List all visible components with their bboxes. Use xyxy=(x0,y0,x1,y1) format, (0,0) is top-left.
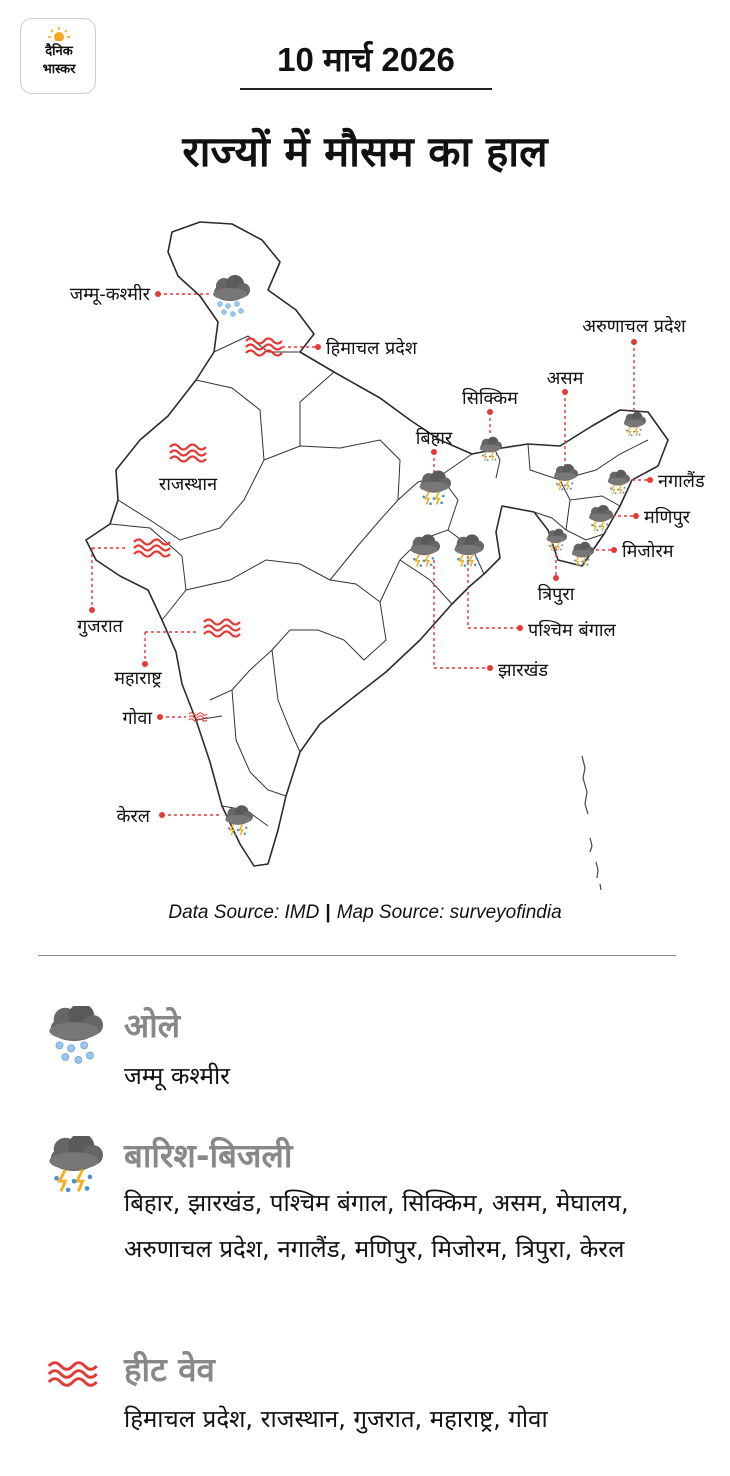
thunderstorm-cloud-icon xyxy=(624,412,646,436)
legend-states-thunderstorm: बिहार, झारखंड, पश्चिम बंगाल, सिक्किम, असम, मेघालय, अरुणाचल प्रदेश, नगालैंड, मणिपुर, मिजोरम, त्रिपुरा, केरल xyxy=(124,1189,629,1263)
thunderstorm-cloud-icon xyxy=(547,529,567,551)
hail-cloud-icon xyxy=(44,1006,106,1066)
label-maharashtra: महाराष्ट्र xyxy=(114,668,162,689)
thunderstorm-cloud-icon xyxy=(572,542,594,566)
source-note xyxy=(0,902,730,924)
heatwave-icon xyxy=(44,1354,106,1394)
heatwave-icon xyxy=(170,445,206,462)
label-manipur: मणिपुर xyxy=(644,507,691,528)
legend-states-hail: जम्मू कश्मीर xyxy=(124,1062,230,1090)
legend-heading-hail: ओले xyxy=(124,1006,181,1045)
map-source: Map Source: surveyofindia xyxy=(336,902,562,923)
label-gujarat: गुजरात xyxy=(77,616,123,637)
thunderstorm-cloud-icon xyxy=(420,471,451,506)
heatwave-icon xyxy=(134,540,170,557)
logo-line-1: दैनिक xyxy=(45,44,73,59)
thunderstorm-cloud-icon xyxy=(554,464,578,490)
label-sikkim: सिक्किम xyxy=(462,388,518,409)
label-himachal-pradesh: हिमाचल प्रदेश xyxy=(326,338,418,359)
data-source: Data Source: IMD xyxy=(168,902,320,923)
label-goa: गोवा xyxy=(122,708,152,729)
label-jharkhand: झारखंड xyxy=(498,660,548,681)
hail-cloud-icon xyxy=(213,275,250,316)
legend-heading-heatwave: हीट वेव xyxy=(124,1350,215,1389)
label-arunachal-pradesh: अरुणाचल प्रदेश xyxy=(582,316,686,337)
label-bihar: बिहार xyxy=(415,428,453,449)
legend-heading-thunderstorm: बारिश-बिजली xyxy=(124,1136,293,1175)
label-kerala: केरल xyxy=(116,806,150,827)
thunderstorm-cloud-icon xyxy=(589,505,613,531)
state-borders xyxy=(110,336,648,826)
thunderstorm-cloud-icon xyxy=(225,805,253,835)
heatwave-icon xyxy=(204,620,240,637)
thunderstorm-cloud-icon xyxy=(44,1136,106,1200)
legend-states-heatwave: हिमाचल प्रदेश, राजस्थान, गुजरात, महाराष्ट्र, गोवा xyxy=(124,1405,548,1433)
label-nagaland: नगालैंड xyxy=(658,471,705,492)
thunderstorm-cloud-icon xyxy=(454,534,484,566)
label-jammu-kashmir: जम्मू-कश्मीर xyxy=(69,284,150,305)
page-title: राज्यों में मौसम का हाल xyxy=(182,127,548,176)
heatwave-icon xyxy=(189,713,207,722)
label-west-bengal: पश्चिम बंगाल xyxy=(528,620,616,641)
label-assam: असम xyxy=(546,368,584,389)
label-tripura: त्रिपुरा xyxy=(537,584,575,605)
label-mizoram: मिजोरम xyxy=(622,541,674,562)
heatwave-icon xyxy=(246,339,282,356)
label-rajasthan: राजस्थान xyxy=(158,474,218,495)
divider xyxy=(38,955,676,956)
report-date: 10 मार्च 2026 xyxy=(277,41,455,78)
andaman-islands xyxy=(582,756,601,890)
source-separator: | xyxy=(325,902,331,923)
thunderstorm-cloud-icon xyxy=(410,534,440,566)
logo-line-2: भास्कर xyxy=(42,62,76,77)
